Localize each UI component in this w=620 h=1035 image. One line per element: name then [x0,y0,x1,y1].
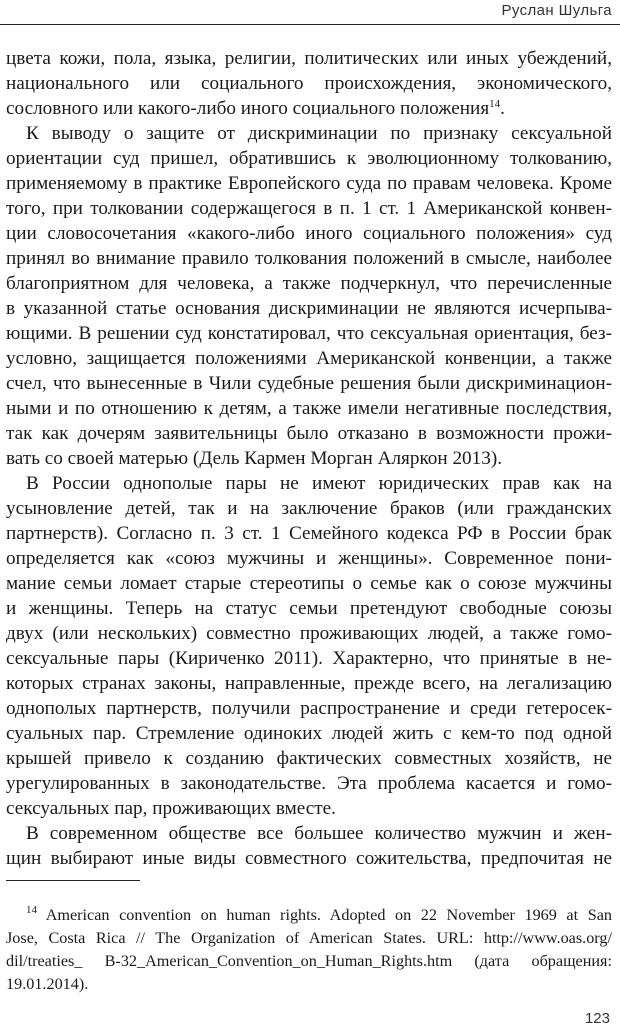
text-line: ющими. В решении суд констатировал, что сексуальная ориентация, без- [6,323,612,344]
main-text [6,46,612,871]
text-line: определяется как «союз мужчины и женщины». Современное пони- [6,548,612,569]
text-line: суальных пар. Стремление одиноких людей жить с кем-то под одной [6,723,612,744]
header-rule [0,24,620,25]
text-line: сексуальных пар, проживающих вместе. [6,798,336,819]
footnote-number: 14 [26,904,37,916]
text-line: в указанной статье основания дискриминации не являются исчерпыва- [6,298,612,319]
footnote-line: Jose, Costa Rica // The Organization of American States. URL: http://www.oas.org/ [6,929,612,947]
text-line: условно, защищается положениями Американской конвенции, а также [6,348,612,369]
paragraph-first-line: В современном обществе все большее количество мужчин и жен- [26,823,612,844]
text-line: принял во внимание правило толкования положений в смысле, наиболее [6,248,612,269]
text-line: щин выбирают иные виды совместного сожительства, предпочитая не [6,848,612,869]
text-line: крышей привело к созданию фактических совместных хозяйств, не [6,748,612,769]
page-number: 123 [584,1010,610,1027]
text-line: так как дочерям заявительницы было отказано в возможности прожи- [6,423,612,444]
text-line: урегулированных в законодательстве. Эта проблема касается и гомо- [6,773,612,794]
text-line: и женщины. Теперь на статус семьи претендуют свободные союзы [6,598,612,619]
text-line: национального или социального происхождения, экономического, [6,73,612,94]
text-line: того, при толковании содержащегося в п. 1 ст. 1 Американской конвен- [6,198,612,219]
text-line: ными и по отношению к детям, а также имели негативные последствия, [6,398,612,419]
footnote-line-content: American convention on human rights. Adopted on 22 November 1969 at San [45,906,612,924]
text-line: счел, что вынесенные в Чили судебные решения были дискриминацион- [6,373,612,394]
text-line-content: сословного или какого-либо иного социального положения [6,98,490,119]
footnote-separator [6,880,140,881]
text-line: вать со своей матерью (Дель Кармен Морган Аляркон 2013). [6,448,503,469]
footnote-line: 19.01.2014). [6,975,89,993]
footnote [6,904,612,996]
text-line: двух (или нескольких) совместно проживающих людей, а также гомо- [6,623,612,644]
running-head: Руслан Шульга [501,2,612,19]
text-line: партнерств). Согласно п. 3 ст. 1 Семейного кодекса РФ в России брак [6,523,612,544]
text-line: усыновление детей, так и на заключение браков (или гражданских [6,498,612,519]
footnote-line [6,904,612,927]
paragraph-first-line: В России однополые пары не имеют юридических прав как на [26,473,612,494]
text-line: сексуальные пары (Кириченко 2011). Характерно, что принятые в не- [6,648,612,669]
text-line: благоприятном для человека, а также подчеркнул, что перечисленные [6,273,612,294]
text-line: ции словосочетания «какого-либо иного социального положения» суд [6,223,612,244]
text-line: применяемому в практике Европейского суда по правам человека. Кроме [6,173,612,194]
text-line: однополых партнерств, получили распространение и среди гетеросек- [6,698,612,719]
footnote-reference[interactable]: 14 [489,98,501,110]
footnote-line: dil/treaties_ B-32_American_Convention_on_Human_Rights.htm (дата обращения: [6,952,612,970]
paragraph-first-line: К выводу о защите от дискриминации по признаку сексуальной [26,123,612,144]
text-line: сословного или какого-либо иного социального положения$^{14}$. [6,98,505,119]
text-line: мание семьи ломает старые стереотипы о семье как о союзе мужчины [6,573,612,594]
text-line: которых странах законы, направленные, прежде всего, на легализацию [6,673,612,694]
text-line: ориентации суд пришел, обратившись к эволюционному толкованию, [6,148,612,169]
text-line: цвета кожи, пола, языка, религии, политических или иных убеждений, [6,48,612,69]
